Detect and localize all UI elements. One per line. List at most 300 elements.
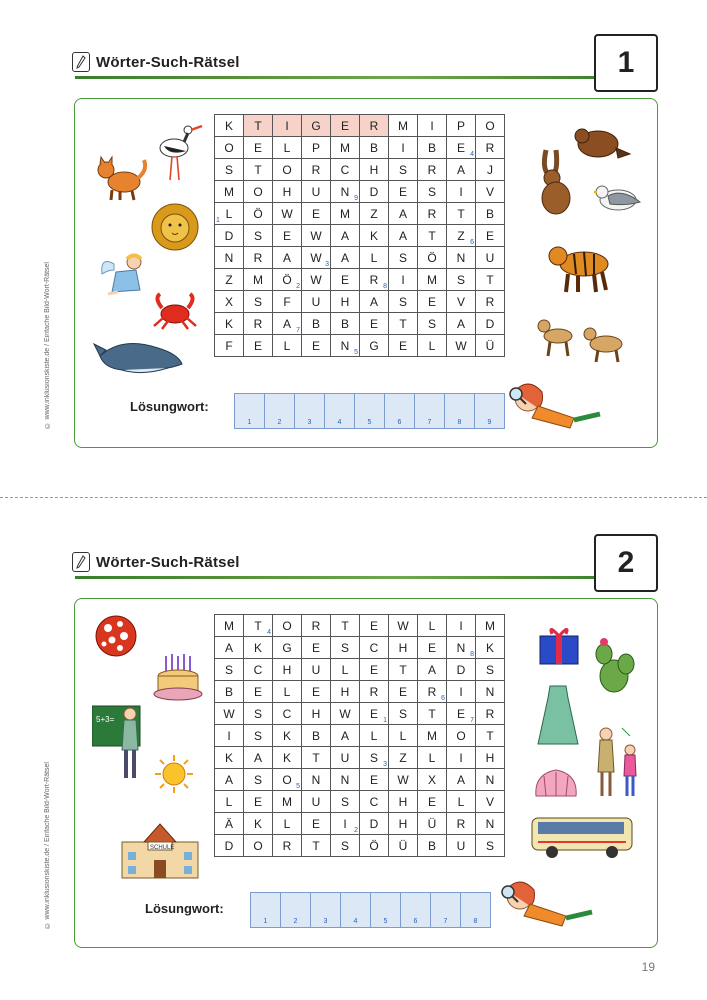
grid-cell[interactable]: O bbox=[273, 159, 302, 181]
grid-cell[interactable]: A bbox=[389, 203, 418, 225]
grid-cell[interactable]: S bbox=[476, 835, 505, 857]
solution-cell-number: 6 bbox=[413, 918, 418, 925]
grid-cell[interactable]: R 8 bbox=[360, 269, 389, 291]
grid-cell[interactable]: U bbox=[447, 835, 476, 857]
grid-cell[interactable]: H bbox=[302, 703, 331, 725]
grid-cell[interactable]: U bbox=[302, 659, 331, 681]
grid-cell[interactable]: N 5 bbox=[331, 335, 360, 357]
whale-image bbox=[92, 330, 188, 382]
grid-cell[interactable]: O 5 bbox=[273, 769, 302, 791]
grid-cell[interactable]: H bbox=[476, 747, 505, 769]
grid-row bbox=[215, 791, 505, 813]
grid-cell[interactable]: V bbox=[476, 181, 505, 203]
grid-cell[interactable]: I bbox=[215, 725, 244, 747]
grid-cell[interactable]: M bbox=[331, 203, 360, 225]
grid-cell[interactable]: B bbox=[302, 313, 331, 335]
grid-cell[interactable]: W bbox=[331, 703, 360, 725]
grid-cell[interactable]: N bbox=[215, 247, 244, 269]
grid-cell[interactable]: A bbox=[273, 247, 302, 269]
grid-cell[interactable]: L 1 bbox=[215, 203, 244, 225]
grid-cell[interactable]: J bbox=[476, 159, 505, 181]
grid-cell[interactable]: H bbox=[331, 291, 360, 313]
grid-cell[interactable]: I bbox=[447, 681, 476, 703]
grid-cell[interactable]: W bbox=[215, 703, 244, 725]
cake-image bbox=[152, 650, 204, 706]
grid-cell[interactable]: M bbox=[215, 181, 244, 203]
grid-cell[interactable]: A bbox=[389, 225, 418, 247]
grid-cell[interactable]: A bbox=[447, 313, 476, 335]
grid-cell[interactable]: E bbox=[302, 813, 331, 835]
grid-row bbox=[215, 681, 505, 703]
grid-cell[interactable]: S 3 bbox=[360, 747, 389, 769]
grid-cell[interactable]: E bbox=[244, 335, 273, 357]
grid-cell[interactable]: S bbox=[389, 247, 418, 269]
grid-cell[interactable]: K bbox=[215, 747, 244, 769]
grid-cell[interactable]: S bbox=[215, 159, 244, 181]
solution-cell[interactable] bbox=[431, 893, 461, 927]
grid-cell[interactable]: U bbox=[302, 791, 331, 813]
grid-cell[interactable]: I bbox=[389, 269, 418, 291]
cat-image bbox=[94, 154, 150, 202]
grid-cell[interactable]: E bbox=[360, 659, 389, 681]
grid-cell[interactable]: S bbox=[244, 769, 273, 791]
grid-cell[interactable]: W bbox=[389, 615, 418, 637]
grid-cell[interactable]: Z bbox=[389, 747, 418, 769]
grid-cell[interactable]: C bbox=[360, 791, 389, 813]
cell-mark-number: 3 bbox=[383, 761, 387, 768]
grid-cell[interactable]: L bbox=[273, 813, 302, 835]
grid-cell[interactable]: I 2 bbox=[331, 813, 360, 835]
grid-row bbox=[215, 225, 505, 247]
grid-cell[interactable]: L bbox=[418, 615, 447, 637]
grid-cell[interactable]: W bbox=[273, 203, 302, 225]
solution-cell[interactable] bbox=[475, 394, 504, 428]
grid-cell[interactable]: N bbox=[302, 769, 331, 791]
grid-cell[interactable]: S bbox=[244, 291, 273, 313]
grid-cell[interactable]: A bbox=[447, 769, 476, 791]
cell-mark-number: 7 bbox=[296, 327, 300, 334]
grid-cell[interactable]: E bbox=[389, 181, 418, 203]
grid-cell[interactable]: D bbox=[215, 835, 244, 857]
grid-cell[interactable]: B bbox=[418, 137, 447, 159]
grid-cell[interactable]: Ö 2 bbox=[273, 269, 302, 291]
grid-cell[interactable]: S bbox=[389, 291, 418, 313]
solution-cell[interactable] bbox=[355, 394, 385, 428]
grid-cell[interactable]: L bbox=[360, 725, 389, 747]
grid-cell[interactable]: E bbox=[389, 681, 418, 703]
girl-magnifier-image bbox=[504, 378, 604, 434]
grid-cell[interactable]: R bbox=[244, 247, 273, 269]
solution-cell[interactable] bbox=[265, 394, 295, 428]
solution-cell-number: 2 bbox=[293, 918, 298, 925]
grid-cell[interactable]: L bbox=[331, 659, 360, 681]
grid-cell[interactable]: D bbox=[447, 659, 476, 681]
grid-cell[interactable]: N 8 bbox=[447, 637, 476, 659]
grid-cell[interactable]: A bbox=[418, 659, 447, 681]
grid-cell[interactable]: T bbox=[302, 835, 331, 857]
grid-cell[interactable]: I bbox=[447, 181, 476, 203]
grid-cell[interactable]: R bbox=[476, 137, 505, 159]
grid-cell[interactable]: T bbox=[418, 703, 447, 725]
grid-cell[interactable]: A bbox=[360, 291, 389, 313]
grid-cell[interactable]: V bbox=[447, 291, 476, 313]
grid-cell[interactable]: G bbox=[302, 115, 331, 137]
solution-label: Lösungwort: bbox=[130, 399, 209, 414]
grid-cell[interactable]: E bbox=[244, 137, 273, 159]
grid-cell[interactable]: E bbox=[273, 225, 302, 247]
grid-cell[interactable]: O bbox=[244, 835, 273, 857]
grid-cell[interactable]: N bbox=[476, 813, 505, 835]
grid-cell[interactable]: H bbox=[273, 181, 302, 203]
grid-cell[interactable]: E bbox=[360, 313, 389, 335]
grid-row bbox=[215, 313, 505, 335]
grid-cell[interactable]: U bbox=[302, 291, 331, 313]
grid-cell[interactable]: K bbox=[244, 813, 273, 835]
tiger-image bbox=[544, 236, 616, 296]
grid-row bbox=[215, 835, 505, 857]
cell-mark-number: 7 bbox=[470, 717, 474, 724]
grid-cell[interactable]: K bbox=[273, 747, 302, 769]
grid-cell[interactable]: L bbox=[273, 137, 302, 159]
grid-cell[interactable]: R bbox=[302, 159, 331, 181]
grid-cell[interactable]: X bbox=[215, 291, 244, 313]
grid-cell[interactable]: S bbox=[389, 703, 418, 725]
pencil-icon bbox=[72, 52, 90, 72]
grid-cell[interactable]: N 9 bbox=[331, 181, 360, 203]
grid-cell[interactable]: H bbox=[273, 659, 302, 681]
grid-cell[interactable]: O bbox=[476, 115, 505, 137]
solution-cell-number: 5 bbox=[367, 419, 372, 426]
grid-row bbox=[215, 247, 505, 269]
grid-cell[interactable]: V bbox=[476, 791, 505, 813]
grid-cell[interactable]: H bbox=[389, 813, 418, 835]
grid-cell[interactable]: A 7 bbox=[273, 313, 302, 335]
grid-cell[interactable]: E bbox=[418, 791, 447, 813]
grid-cell[interactable]: B bbox=[215, 681, 244, 703]
grid-cell[interactable]: H bbox=[331, 681, 360, 703]
grid-cell[interactable]: D bbox=[215, 225, 244, 247]
grid-cell[interactable]: E bbox=[302, 637, 331, 659]
grid-cell[interactable]: Ö bbox=[360, 835, 389, 857]
grid-cell[interactable]: E bbox=[476, 225, 505, 247]
seagull-image bbox=[592, 180, 646, 218]
solution-cell-number: 3 bbox=[323, 918, 328, 925]
grid-cell[interactable]: U bbox=[302, 181, 331, 203]
grid-cell[interactable]: E bbox=[331, 115, 360, 137]
grid-row bbox=[215, 659, 505, 681]
grid-cell[interactable]: H bbox=[389, 637, 418, 659]
grid-cell[interactable]: W bbox=[389, 769, 418, 791]
grid-cell[interactable]: I bbox=[273, 115, 302, 137]
grid-cell[interactable]: S bbox=[418, 313, 447, 335]
grid-cell[interactable]: M bbox=[418, 725, 447, 747]
grid-cell[interactable]: S bbox=[331, 637, 360, 659]
cell-mark-number: 2 bbox=[354, 827, 358, 834]
puzzle-title: Wörter-Such-Rätsel bbox=[96, 53, 240, 71]
grid-cell[interactable]: M bbox=[476, 615, 505, 637]
grid-cell[interactable]: I bbox=[447, 615, 476, 637]
grid-cell[interactable]: T bbox=[244, 159, 273, 181]
grid-cell[interactable]: R bbox=[273, 835, 302, 857]
grid-cell[interactable]: A bbox=[331, 225, 360, 247]
grid-cell[interactable]: S bbox=[331, 791, 360, 813]
solution-cell[interactable] bbox=[385, 394, 415, 428]
grid-row bbox=[215, 203, 505, 225]
grid-cell[interactable]: C bbox=[273, 703, 302, 725]
grid-cell[interactable]: K bbox=[360, 225, 389, 247]
solution-cell[interactable] bbox=[341, 893, 371, 927]
grid-cell[interactable]: F bbox=[215, 335, 244, 357]
angel-image bbox=[96, 250, 148, 300]
grid-cell[interactable]: F bbox=[273, 291, 302, 313]
bus-image bbox=[530, 812, 636, 860]
grid-cell[interactable]: T bbox=[389, 313, 418, 335]
grid-cell[interactable]: B bbox=[331, 313, 360, 335]
grid-cell[interactable]: M bbox=[418, 269, 447, 291]
grid-cell[interactable]: R bbox=[476, 291, 505, 313]
grid-cell[interactable]: C bbox=[331, 159, 360, 181]
grid-cell[interactable]: B bbox=[360, 137, 389, 159]
grid-cell[interactable]: B bbox=[418, 835, 447, 857]
solution-cell[interactable] bbox=[461, 893, 490, 927]
cell-mark-number: 4 bbox=[470, 151, 474, 158]
grid-cell[interactable]: P bbox=[302, 137, 331, 159]
solution-boxes[interactable] bbox=[250, 892, 491, 928]
grid-cell[interactable]: E 4 bbox=[447, 137, 476, 159]
solution-cell[interactable] bbox=[325, 394, 355, 428]
grid-cell[interactable]: I bbox=[389, 137, 418, 159]
grid-cell[interactable]: W bbox=[302, 225, 331, 247]
grid-cell[interactable]: B bbox=[302, 725, 331, 747]
grid-cell[interactable]: C bbox=[360, 637, 389, 659]
solution-cell-number: 3 bbox=[307, 419, 312, 426]
grid-cell[interactable]: L bbox=[273, 681, 302, 703]
grid-cell[interactable]: X bbox=[418, 769, 447, 791]
grid-cell[interactable]: Z bbox=[215, 269, 244, 291]
grid-cell[interactable]: N bbox=[331, 769, 360, 791]
grid-cell[interactable]: A bbox=[331, 725, 360, 747]
grid-cell[interactable]: H bbox=[389, 791, 418, 813]
grid-cell[interactable]: S bbox=[244, 725, 273, 747]
grid-row bbox=[215, 115, 505, 137]
puzzle-title: Wörter-Such-Rätsel bbox=[96, 553, 240, 571]
grid-cell[interactable]: K bbox=[215, 313, 244, 335]
solution-cell-number: 8 bbox=[457, 419, 462, 426]
solution-cell[interactable] bbox=[445, 394, 475, 428]
grid-row bbox=[215, 269, 505, 291]
grid-cell[interactable]: B bbox=[476, 203, 505, 225]
grid-cell[interactable]: E bbox=[418, 637, 447, 659]
grid-cell[interactable]: T bbox=[302, 747, 331, 769]
school-image bbox=[118, 820, 202, 880]
grid-cell[interactable]: T bbox=[331, 615, 360, 637]
grid-cell[interactable]: E bbox=[302, 203, 331, 225]
pencil-icon bbox=[72, 552, 90, 572]
grid-cell[interactable]: Ö bbox=[418, 247, 447, 269]
ball-image bbox=[94, 614, 138, 658]
grid-cell[interactable]: T bbox=[418, 225, 447, 247]
solution-cell[interactable] bbox=[295, 394, 325, 428]
solution-boxes[interactable] bbox=[234, 393, 505, 429]
grid-cell[interactable]: Z bbox=[360, 203, 389, 225]
grid-cell[interactable]: A bbox=[215, 769, 244, 791]
grid-cell[interactable]: L bbox=[389, 725, 418, 747]
grid-cell[interactable]: K bbox=[476, 637, 505, 659]
grid-cell[interactable]: H bbox=[360, 159, 389, 181]
grid-cell[interactable]: R bbox=[302, 615, 331, 637]
grid-cell[interactable]: P bbox=[447, 115, 476, 137]
grid-cell[interactable]: S bbox=[476, 659, 505, 681]
grid-cell[interactable]: E 7 bbox=[447, 703, 476, 725]
grid-cell[interactable]: T bbox=[476, 269, 505, 291]
grid-cell[interactable]: L bbox=[418, 747, 447, 769]
grid-row bbox=[215, 703, 505, 725]
solution-label: Lösungwort: bbox=[145, 901, 224, 916]
grid-cell[interactable]: S bbox=[244, 703, 273, 725]
grid-cell[interactable]: A bbox=[331, 247, 360, 269]
grid-cell[interactable]: T 4 bbox=[244, 615, 273, 637]
solution-cell[interactable] bbox=[251, 893, 281, 927]
grid-cell[interactable]: O bbox=[273, 615, 302, 637]
solution-cell[interactable] bbox=[235, 394, 265, 428]
grid-cell[interactable]: E bbox=[244, 791, 273, 813]
grid-cell[interactable]: R 6 bbox=[418, 681, 447, 703]
grid-cell[interactable]: T bbox=[476, 725, 505, 747]
grid-cell[interactable]: E bbox=[302, 681, 331, 703]
grid-cell[interactable]: L bbox=[447, 791, 476, 813]
grid-cell[interactable]: E bbox=[360, 769, 389, 791]
grid-cell[interactable]: A bbox=[244, 747, 273, 769]
grid-cell[interactable]: O bbox=[244, 181, 273, 203]
grid-cell[interactable]: R bbox=[418, 159, 447, 181]
letter-grid bbox=[214, 614, 505, 857]
solution-cell-number: 4 bbox=[353, 918, 358, 925]
grid-cell[interactable]: T bbox=[389, 659, 418, 681]
divider bbox=[75, 576, 622, 579]
grid-cell[interactable]: E bbox=[360, 615, 389, 637]
grid-cell[interactable]: K bbox=[244, 637, 273, 659]
grid-cell[interactable]: L bbox=[273, 335, 302, 357]
grid-cell[interactable]: E bbox=[302, 335, 331, 357]
grid-row bbox=[215, 137, 505, 159]
grid-cell[interactable]: R bbox=[360, 681, 389, 703]
cell-mark-number: 6 bbox=[441, 695, 445, 702]
grid-cell[interactable]: N bbox=[476, 769, 505, 791]
solution-cell-number: 6 bbox=[397, 419, 402, 426]
grid-cell[interactable]: G bbox=[273, 637, 302, 659]
grid-cell[interactable]: W bbox=[447, 335, 476, 357]
grid-cell[interactable]: Ö bbox=[244, 203, 273, 225]
grid-cell[interactable]: Ü bbox=[389, 835, 418, 857]
solution-cell-number: 9 bbox=[487, 419, 492, 426]
solution-cell[interactable] bbox=[415, 394, 445, 428]
grid-cell[interactable]: S bbox=[215, 659, 244, 681]
cell-mark-number: 6 bbox=[470, 239, 474, 246]
solution-cell[interactable] bbox=[281, 893, 311, 927]
grid-cell[interactable]: S bbox=[418, 181, 447, 203]
grid-cell[interactable]: Ü bbox=[476, 335, 505, 357]
grid-cell[interactable]: Ü bbox=[418, 813, 447, 835]
teacher-board-image bbox=[92, 700, 148, 782]
grid-row bbox=[215, 181, 505, 203]
grid-cell[interactable]: N bbox=[447, 247, 476, 269]
grid-cell[interactable]: N bbox=[476, 681, 505, 703]
grid-cell[interactable]: R bbox=[418, 203, 447, 225]
grid-cell[interactable]: E 1 bbox=[360, 703, 389, 725]
grid-cell[interactable]: R bbox=[360, 115, 389, 137]
solution-cell[interactable] bbox=[401, 893, 431, 927]
grid-cell[interactable]: U bbox=[476, 247, 505, 269]
grid-cell[interactable]: R bbox=[447, 813, 476, 835]
grid-cell[interactable]: A bbox=[447, 159, 476, 181]
grid-cell[interactable]: Z 6 bbox=[447, 225, 476, 247]
grid-cell[interactable]: O bbox=[215, 137, 244, 159]
grid-cell[interactable]: O bbox=[447, 725, 476, 747]
grid-cell[interactable]: M bbox=[389, 115, 418, 137]
grid-cell[interactable]: S bbox=[447, 269, 476, 291]
grid-cell[interactable]: E bbox=[418, 291, 447, 313]
grid-cell[interactable]: R bbox=[476, 703, 505, 725]
grid-cell[interactable]: K bbox=[215, 115, 244, 137]
copyright-side-text: © www.inklusionskiste.de / Einfache Bild-Wort-Rätsel bbox=[44, 262, 51, 429]
grid-cell[interactable]: K bbox=[273, 725, 302, 747]
solution-cell-number: 7 bbox=[427, 419, 432, 426]
grid-cell[interactable]: R bbox=[244, 313, 273, 335]
beaver-image bbox=[572, 122, 632, 164]
grid-cell[interactable]: M bbox=[273, 791, 302, 813]
solution-cell[interactable] bbox=[311, 893, 341, 927]
grid-cell[interactable]: L bbox=[215, 791, 244, 813]
board-text: 5+3= bbox=[96, 715, 115, 724]
solution-cell-number: 7 bbox=[443, 918, 448, 925]
grid-cell[interactable]: Ä bbox=[215, 813, 244, 835]
grid-cell[interactable]: U bbox=[331, 747, 360, 769]
grid-cell[interactable]: M bbox=[244, 269, 273, 291]
grid-cell[interactable]: L bbox=[360, 247, 389, 269]
grid-cell[interactable]: D bbox=[360, 181, 389, 203]
solution-cell-number: 4 bbox=[337, 419, 342, 426]
solution-cell[interactable] bbox=[371, 893, 401, 927]
grid-cell[interactable]: M bbox=[331, 137, 360, 159]
grid-cell[interactable]: W bbox=[302, 269, 331, 291]
grid-cell[interactable]: S bbox=[331, 835, 360, 857]
grid-cell[interactable]: D bbox=[360, 813, 389, 835]
cell-mark-number: 9 bbox=[354, 195, 358, 202]
grid-cell[interactable]: M bbox=[215, 615, 244, 637]
grid-cell[interactable]: T bbox=[447, 203, 476, 225]
grid-cell[interactable]: I bbox=[447, 747, 476, 769]
grid-cell[interactable]: E bbox=[389, 335, 418, 357]
grid-cell[interactable]: G bbox=[360, 335, 389, 357]
grid-cell[interactable]: E bbox=[331, 269, 360, 291]
solution-cell-number: 2 bbox=[277, 419, 282, 426]
grid-row bbox=[215, 813, 505, 835]
grid-cell[interactable]: C bbox=[244, 659, 273, 681]
cell-mark-number: 8 bbox=[470, 651, 474, 658]
grid-cell[interactable]: E bbox=[244, 681, 273, 703]
school-sign: SCHULE bbox=[150, 845, 175, 851]
grid-cell[interactable]: D bbox=[476, 313, 505, 335]
grid-cell[interactable]: A bbox=[215, 637, 244, 659]
grid-cell[interactable]: L bbox=[418, 335, 447, 357]
grid-cell[interactable]: T bbox=[244, 115, 273, 137]
grid-cell[interactable]: I bbox=[418, 115, 447, 137]
cell-mark-number: 2 bbox=[296, 283, 300, 290]
grid-cell[interactable]: S bbox=[389, 159, 418, 181]
grid-cell[interactable]: S bbox=[244, 225, 273, 247]
cactus-image bbox=[590, 632, 640, 704]
grid-cell[interactable]: W 3 bbox=[302, 247, 331, 269]
